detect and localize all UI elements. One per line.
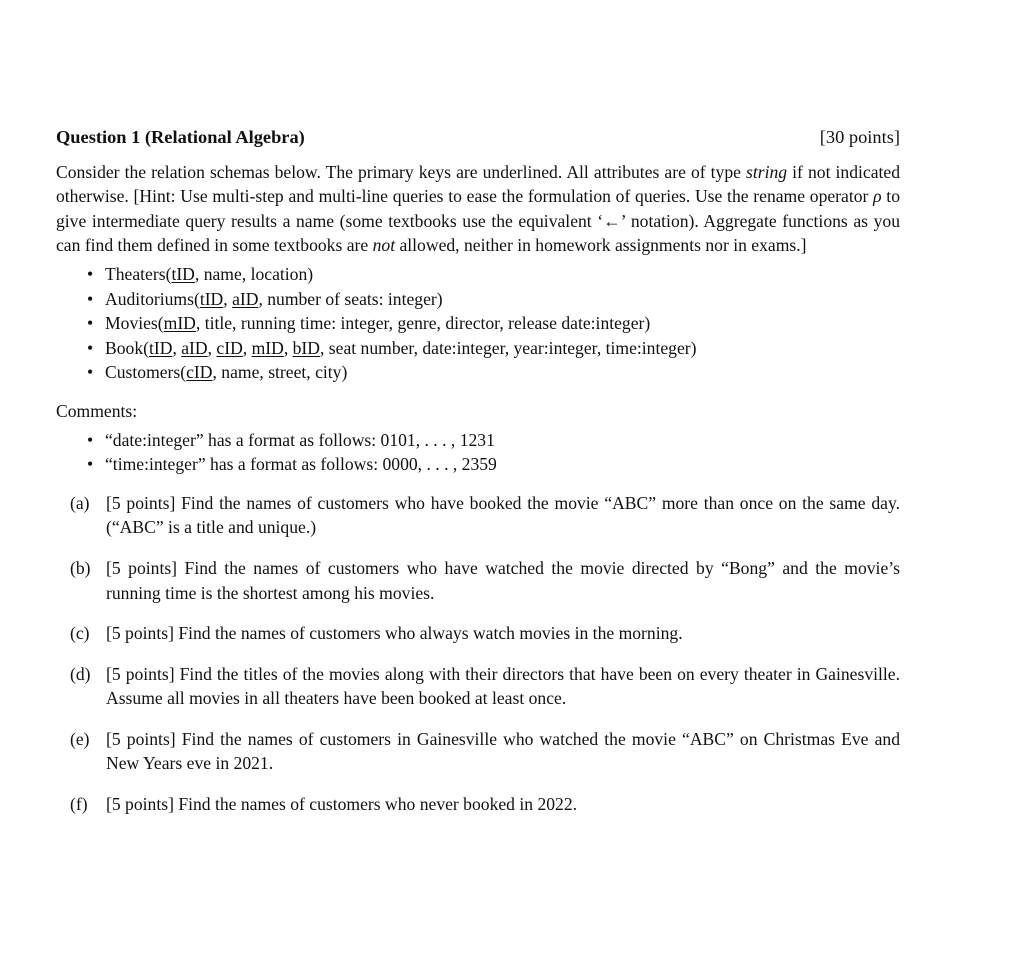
question-block bbox=[56, 125, 900, 833]
part-f bbox=[70, 792, 900, 817]
bullet: • bbox=[87, 288, 94, 309]
comment-item bbox=[87, 452, 900, 477]
schema-name: Auditoriums( bbox=[105, 288, 200, 309]
question-parts bbox=[70, 491, 900, 817]
part-c bbox=[70, 621, 900, 646]
primary-key: tID bbox=[171, 263, 195, 284]
schema-attributes: , number of seats: integer) bbox=[258, 288, 443, 309]
intro-emphasis-not: not bbox=[372, 235, 396, 256]
comments-list bbox=[56, 428, 900, 477]
intro-paragraph bbox=[56, 160, 900, 258]
schema-customers bbox=[87, 360, 900, 385]
schema-attributes: , title, running time: integer, genre, director, release date:integer) bbox=[195, 313, 651, 334]
part-label: (f) bbox=[70, 794, 88, 815]
part-e bbox=[70, 727, 900, 776]
schema-auditoriums bbox=[87, 287, 900, 312]
part-b bbox=[70, 556, 900, 605]
part-text: [5 points] Find the names of customers who always watch movies in the morning. bbox=[106, 623, 683, 644]
primary-key: tID bbox=[148, 337, 173, 358]
schema-attributes: , name, street, city) bbox=[212, 362, 348, 383]
primary-key: tID bbox=[199, 288, 224, 309]
primary-key: cID bbox=[216, 337, 243, 358]
part-a bbox=[70, 491, 900, 540]
primary-key: bID bbox=[292, 337, 320, 358]
primary-key: aID bbox=[181, 337, 208, 358]
separator: , bbox=[207, 337, 217, 358]
part-text: [5 points] Find the names of customers who have booked the movie “ABC” more than once on the same day. (“ABC” is a title and unique.) bbox=[106, 492, 900, 538]
bullet: • bbox=[87, 337, 94, 358]
part-label: (d) bbox=[70, 663, 91, 684]
separator: , bbox=[283, 337, 293, 358]
bullet: • bbox=[87, 362, 94, 383]
part-label: (b) bbox=[70, 557, 91, 578]
comment-item bbox=[87, 428, 900, 453]
separator: , bbox=[172, 337, 182, 358]
schema-attributes: , name, location) bbox=[194, 263, 314, 284]
comments-section bbox=[56, 399, 900, 477]
question-points: [30 points] bbox=[819, 127, 900, 147]
comments-heading: Comments: bbox=[56, 400, 138, 421]
schema-name: Customers( bbox=[105, 362, 187, 383]
comment-text: “time:integer” has a format as follows: 0000, . . . , 2359 bbox=[105, 454, 497, 475]
intro-emphasis-string: string bbox=[746, 161, 788, 182]
bullet: • bbox=[87, 263, 94, 284]
part-text: [5 points] Find the names of customers in Gainesville who watched the movie “ABC” on Christmas Eve and New Years eve in 2021. bbox=[106, 728, 900, 774]
schema-attributes: , seat number, date:integer, year:integer, time:integer) bbox=[320, 337, 697, 358]
intro-text-2: if not indicated otherwise. [Hint: Use multi-step and multi-line queries to ease the formulation of queries. Use the rename operator bbox=[56, 161, 901, 207]
primary-key: mID bbox=[163, 313, 196, 334]
schema-name: Book( bbox=[105, 337, 149, 358]
part-text: [5 points] Find the names of customers who never booked in 2022. bbox=[106, 794, 578, 815]
primary-key: aID bbox=[232, 288, 259, 309]
bullet: • bbox=[87, 429, 94, 450]
schema-theaters bbox=[87, 262, 900, 287]
question-title: Question 1 (Relational Algebra) bbox=[56, 127, 305, 147]
bullet: • bbox=[87, 454, 94, 475]
part-label: (e) bbox=[70, 728, 90, 749]
schema-name: Movies( bbox=[105, 313, 164, 334]
intro-text-3: to give intermediate query results a name (some textbooks use the equivalent ‘←’ notation). Aggregate functions as you can find them defined in some textbooks are bbox=[56, 186, 900, 256]
part-d bbox=[70, 662, 900, 711]
intro-text-4: allowed, neither in homework assignments nor in exams.] bbox=[395, 235, 807, 256]
part-text: [5 points] Find the names of customers who have watched the movie directed by “Bong” and the movie’s running time is the shortest among his movies. bbox=[106, 557, 900, 603]
primary-key: cID bbox=[186, 362, 213, 383]
primary-key: mID bbox=[251, 337, 284, 358]
schema-movies bbox=[87, 311, 900, 336]
comment-text: “date:integer” has a format as follows: 0101, . . . , 1231 bbox=[105, 429, 495, 450]
part-label: (c) bbox=[70, 623, 90, 644]
schema-list bbox=[56, 262, 900, 385]
rho-symbol: ρ bbox=[873, 186, 882, 207]
part-text: [5 points] Find the titles of the movies along with their directors that have been on every theater in Gainesville. Assume all movies in all theaters have been booked at least once. bbox=[106, 663, 900, 709]
schema-book bbox=[87, 336, 900, 361]
intro-text-1: Consider the relation schemas below. The primary keys are underlined. All attributes are of type bbox=[56, 161, 747, 182]
schema-name: Theaters( bbox=[105, 263, 172, 284]
separator: , bbox=[223, 288, 233, 309]
part-label: (a) bbox=[70, 492, 90, 513]
bullet: • bbox=[87, 313, 94, 334]
question-heading bbox=[56, 125, 900, 150]
separator: , bbox=[242, 337, 252, 358]
